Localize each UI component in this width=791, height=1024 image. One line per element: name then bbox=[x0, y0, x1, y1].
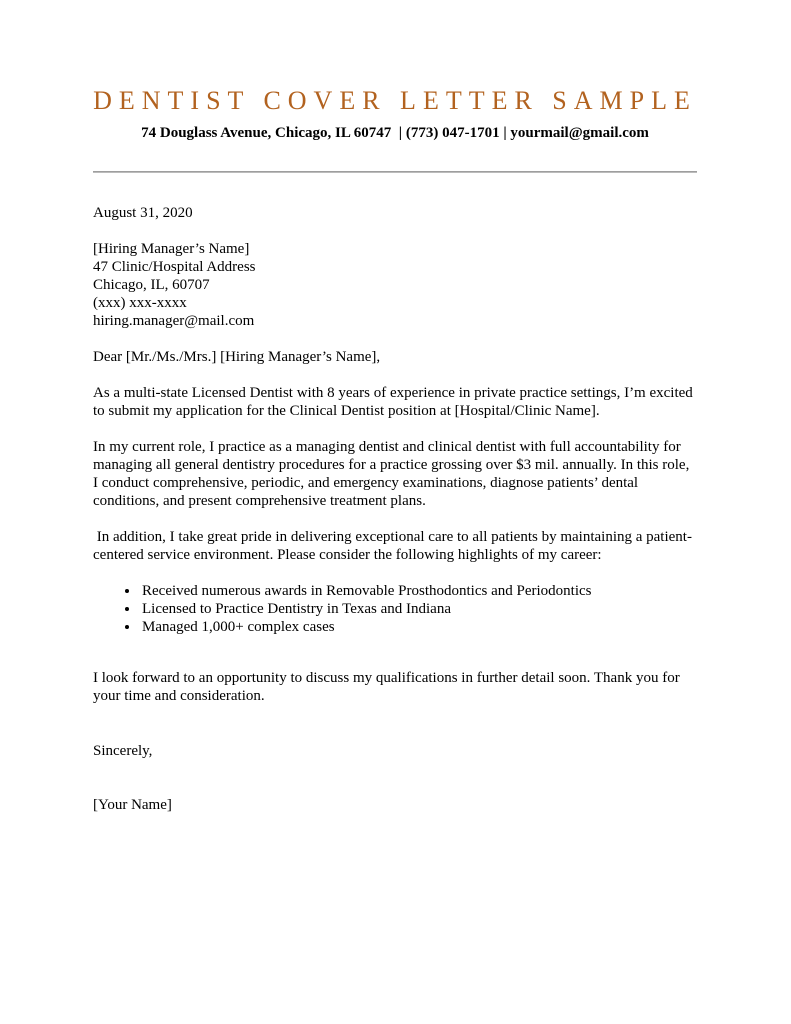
paragraph-intro: As a multi-state Licensed Dentist with 8 years of experience in private practice settings, I’m excited to submit my application for the Clinical Dentist position at [Hospital/Clinic Name]. bbox=[93, 385, 697, 419]
signature-placeholder: [Your Name] bbox=[93, 797, 172, 813]
letterhead bbox=[93, 86, 697, 142]
recipient-address: 47 Clinic/Hospital Address bbox=[93, 259, 256, 275]
highlights-list bbox=[93, 582, 697, 636]
list-item-cases: • Managed 1,000+ complex cases bbox=[140, 618, 697, 636]
header-divider bbox=[93, 171, 697, 173]
list-item-awards: • Received numerous awards in Removable Prosthodontics and Periodontics bbox=[140, 582, 697, 600]
recipient-block bbox=[93, 240, 697, 330]
recipient-name: [Hiring Manager’s Name] bbox=[93, 241, 250, 257]
recipient-phone: (xxx) xxx-xxxx bbox=[93, 295, 187, 311]
list-item-license: • Licensed to Practice Dentistry in Texas and Indiana bbox=[140, 600, 697, 618]
recipient-city: Chicago, IL, 60707 bbox=[93, 277, 210, 293]
contact-line: 74 Douglass Avenue, Chicago, IL 60747 | (773) 047-1701 | yourmail@gmail.com bbox=[141, 125, 649, 141]
paragraph-current-role: In my current role, I practice as a managing dentist and clinical dentist with full accountability for managing all general dentistry procedures for a practice grossing over $3 mil. annually. In this role, I conduct comprehensive, periodic, and emergency examinations, diagnose patients’ dental conditions, and present comprehensive treatment plans. bbox=[93, 439, 694, 509]
salutation: Dear [Mr./Ms./Mrs.] [Hiring Manager’s Name], bbox=[93, 349, 381, 365]
date-line: August 31, 2020 bbox=[93, 205, 193, 221]
page-title: DENTIST COVER LETTER SAMPLE bbox=[93, 86, 697, 115]
sign-off: Sincerely, bbox=[93, 743, 153, 759]
letter-body bbox=[93, 204, 697, 814]
recipient-email: hiring.manager@mail.com bbox=[93, 313, 255, 329]
paragraph-highlights-lead: In addition, I take great pride in delivering exceptional care to all patients by maintaining a patient-centered service environment. Please consider the following highlights of my career: bbox=[93, 529, 692, 563]
paragraph-closing: I look forward to an opportunity to discuss my qualifications in further detail soon. Thank you for your time and consideration. bbox=[93, 670, 684, 704]
